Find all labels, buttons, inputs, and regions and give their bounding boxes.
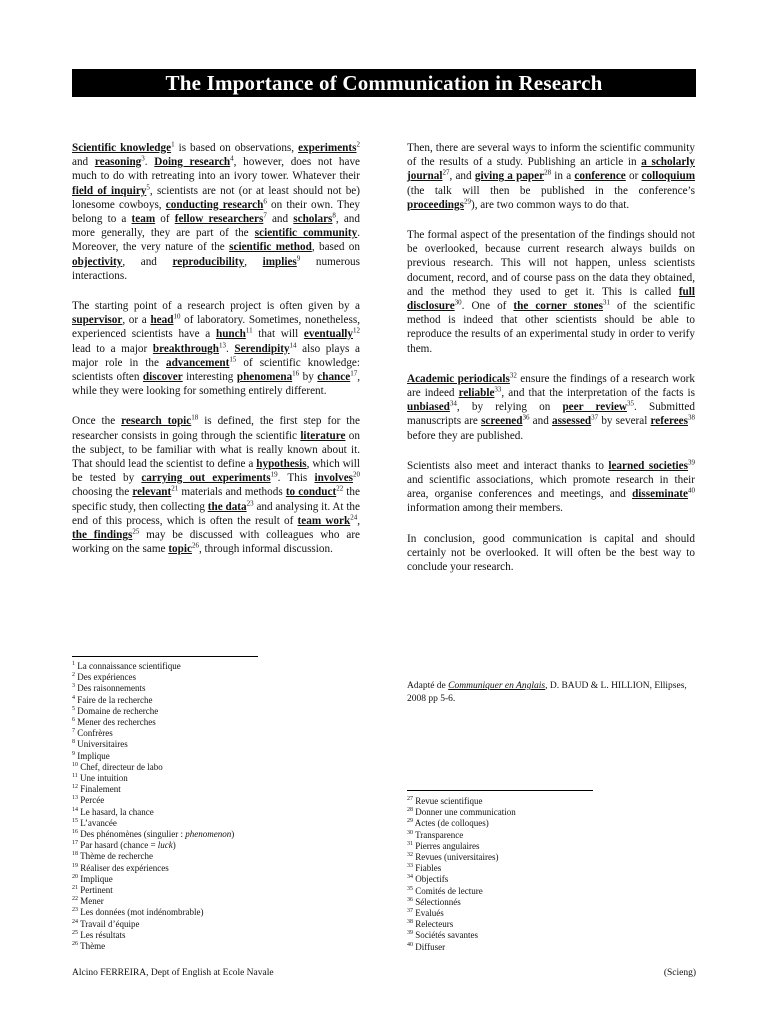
footnote-text: La connaissance scientifique: [75, 661, 181, 671]
footnote-ref: 28: [544, 168, 552, 177]
key-term: reasoning: [94, 156, 142, 169]
footnote-number: 35: [407, 885, 413, 892]
footnote-number: 38: [407, 919, 413, 926]
footnote-text: Fiables: [413, 863, 442, 874]
text-run: In conclusion, good communication is capital and should certainly not be overlooked. It will often be the best way to conclude your research.: [407, 532, 695, 574]
footnote-item: [72, 683, 234, 694]
footnote-ref: 9: [296, 253, 301, 262]
footnote-text: Transparence: [413, 829, 464, 840]
footnote-item: [72, 672, 234, 683]
footnote-ref: 32: [509, 371, 517, 380]
key-term: Doing research: [154, 156, 231, 169]
key-term: hunch: [215, 328, 246, 341]
key-term: advancement: [165, 356, 230, 369]
footnote-text-end: ): [172, 840, 176, 851]
credit-suffix: , D. BAUD & L. HILLION, Ellipses, 2008 pp 5-6.: [407, 681, 687, 704]
key-term: hypothesis: [256, 458, 307, 471]
footnotes-left: [72, 661, 234, 952]
footnote-text: Donner une communication: [413, 807, 516, 818]
footnote-number: 4: [72, 694, 75, 701]
footnote-ref: 13: [218, 340, 226, 349]
footnote-number: 7: [72, 728, 75, 735]
footnote-text: Implique: [75, 750, 110, 761]
paragraph: [72, 299, 360, 398]
footnote-ref: 39: [688, 458, 695, 467]
footnote-ref: 26: [191, 541, 199, 550]
footnote-text: Actes (de colloques): [413, 818, 489, 829]
footnote-text: Les données (mot indénombrable): [78, 907, 204, 918]
footnote-ref: 31: [603, 298, 611, 307]
footnote-ref: 2: [356, 140, 360, 149]
text-run: and analysing it. At the end of this process, which is often the result of: [72, 500, 360, 527]
paragraph: [72, 141, 360, 283]
left-column: [72, 141, 360, 572]
footnote-item: [72, 874, 234, 885]
text-run: Once the: [72, 415, 122, 428]
key-term: referees: [650, 415, 688, 428]
footnote-text: Mener: [78, 896, 104, 907]
key-term: head: [150, 314, 174, 327]
footnote-ref: 8: [332, 211, 336, 220]
footnote-ref: 36: [522, 413, 530, 422]
footnote-number: 10: [72, 761, 78, 768]
footnote-ref: 35: [627, 399, 635, 408]
footnote-text: Finalement: [78, 784, 121, 795]
key-term: team: [131, 213, 156, 226]
key-term: objectivity: [72, 255, 123, 268]
key-term: to conduct: [285, 486, 337, 499]
footnote-number: 31: [407, 840, 413, 847]
footnote-text: Pertinent: [78, 885, 113, 896]
footnote-ref: 18: [191, 413, 199, 422]
footnote-number: 16: [72, 829, 78, 836]
text-run: . Submitted manuscripts are: [407, 401, 695, 428]
key-term: phenomena: [236, 371, 293, 384]
text-run: , through informal discussion.: [198, 543, 333, 556]
text-run: of the scientific method is indeed that other scientists should be able to reproduce the results of an experimental study in order to verify them.: [407, 300, 695, 355]
footnote-text: Une intuition: [77, 773, 128, 784]
footnote-ref: 40: [688, 486, 695, 495]
footnote-ref: 5: [146, 182, 150, 191]
footnote-item: [72, 695, 234, 706]
text-run: The starting point of a research project is often given by a: [72, 300, 360, 313]
text-run: and scientific associations, which promote research in their area, organise conferences and meetings, and: [407, 474, 695, 501]
text-run: the specific study, then collecting: [72, 486, 360, 513]
footnote-number: 14: [72, 806, 78, 813]
footnote-item: [407, 830, 516, 841]
page-title: The Importance of Communication in Research: [72, 69, 696, 97]
text-run: , or a: [122, 314, 151, 327]
paragraph: [407, 141, 695, 212]
footnote-number: 12: [72, 784, 78, 791]
text-run: or: [625, 170, 642, 183]
footnote-divider-left: [72, 656, 258, 657]
footnote-text: Diffuser: [413, 941, 446, 952]
footnote-number: 11: [72, 773, 78, 780]
credit-prefix: Adapté de: [407, 681, 449, 691]
key-term: involves: [314, 472, 354, 485]
text-run: of laboratory. Sometimes, nonetheless, experienced scientists have a: [72, 314, 360, 341]
text-run: . This: [277, 472, 315, 485]
paragraph: [407, 372, 695, 443]
text-run: by: [299, 371, 318, 384]
key-term: topic: [168, 543, 192, 556]
text-run: on their own. They belong to a: [72, 198, 361, 226]
footnote-text: Le hasard, la chance: [78, 806, 154, 817]
text-run: and: [266, 213, 294, 226]
footnote-item: [72, 863, 234, 874]
text-run: . One of: [461, 300, 514, 313]
key-term: carrying out experiments: [141, 472, 271, 485]
footnote-text: Sélectionnés: [413, 896, 461, 907]
footnote-number: 8: [72, 739, 75, 746]
key-term: scientific community: [254, 227, 358, 240]
key-term: chance: [317, 371, 351, 384]
footnote-item: [72, 706, 234, 717]
footnote-item: [72, 896, 234, 907]
footnote-text: Implique: [78, 873, 113, 884]
key-term: research topic: [121, 415, 192, 428]
key-term: a scholarly journal: [407, 156, 695, 183]
key-term: the findings: [72, 529, 133, 542]
text-run: , by relying on: [456, 401, 563, 414]
key-term: giving a paper: [474, 170, 545, 183]
text-run: ,: [244, 255, 263, 268]
footnote-text: Les résultats: [78, 929, 126, 940]
text-run: information among their members.: [407, 502, 563, 515]
text-run: on the subject, to be familiar with what is really known about it. That should lead the scientist to define a: [72, 429, 360, 471]
footnote-text: Pierres angulaires: [413, 840, 480, 851]
key-term: relevant: [132, 486, 172, 499]
footnote-item: [407, 897, 516, 908]
text-run: before they are published.: [407, 429, 524, 442]
key-term: full disclosure: [407, 285, 695, 313]
footnote-item: [72, 919, 234, 930]
footnotes-right: [407, 796, 516, 953]
footnote-number: 24: [72, 918, 78, 925]
footnote-text: Mener des recherches: [75, 717, 156, 728]
key-term: Serendipity: [234, 342, 290, 355]
footnote-number: 2: [72, 672, 75, 679]
footnote-item: [72, 717, 234, 728]
key-term: the corner stones: [513, 300, 604, 313]
footnote-item: [72, 784, 234, 795]
footnote-text: Des phénomènes (singulier :: [78, 829, 186, 840]
text-run: also plays a major role in the: [72, 342, 360, 369]
footnote-item: [72, 930, 234, 941]
key-term: eventually: [303, 328, 354, 341]
footnote-number: 34: [407, 874, 413, 881]
key-term: fellow researchers: [174, 213, 264, 226]
footnote-number: 15: [72, 817, 78, 824]
footnote-number: 26: [72, 941, 78, 948]
text-run: is based on observations,: [174, 142, 299, 154]
footnote-item: [72, 762, 234, 773]
footnote-text: Relecteurs: [413, 919, 454, 930]
footnote-item: [407, 796, 516, 807]
text-run: and: [529, 415, 552, 428]
credit-book-title: Communiquer en Anglais: [448, 681, 546, 691]
text-run: .: [225, 342, 235, 355]
footnote-number: 40: [407, 941, 413, 948]
footnote-ref: 17: [350, 369, 358, 378]
footnote-number: 5: [72, 705, 75, 712]
footnote-ref: 1: [171, 140, 175, 149]
text-run: ensure the findings of a research work are indeed: [407, 372, 695, 400]
footnote-item: [72, 829, 234, 840]
key-term: Academic periodicals: [407, 372, 510, 385]
key-term: reliable: [458, 387, 495, 400]
text-run: by several: [598, 415, 651, 428]
footnote-text: Faire de la recherche: [75, 694, 153, 705]
footnote-item: [72, 773, 234, 784]
text-run: .: [144, 156, 155, 169]
text-run: interesting: [182, 371, 237, 384]
text-run: of scientific knowledge: scientists often: [72, 356, 360, 384]
footnote-item: [407, 818, 516, 829]
key-term: disseminate: [632, 488, 688, 501]
source-credit: [407, 680, 695, 705]
text-run: ,: [357, 514, 361, 527]
footnote-ref: 25: [132, 527, 140, 536]
text-run: The formal aspect of the presentation of the findings should not be overlooked, because current research always builds on previous research. This will not happen, unless scientists document, record, and of course pass on the data they obtained, and the method they used to get it. This is called: [407, 229, 695, 298]
footnote-number: 3: [72, 683, 75, 690]
key-term: conference: [574, 170, 626, 183]
footnote-ref: 24: [350, 513, 358, 522]
footnote-item: [407, 807, 516, 818]
key-term: experiments: [298, 142, 357, 154]
text-run: , and: [122, 255, 173, 268]
footnote-item: [72, 818, 234, 829]
footnote-number: 18: [72, 851, 78, 858]
footnote-number: 30: [407, 829, 413, 836]
footnote-ref: 20: [353, 470, 361, 479]
paragraph: [407, 459, 695, 516]
key-term: discover: [142, 371, 183, 384]
footnote-item: [407, 841, 516, 852]
text-run: that will: [252, 328, 304, 341]
text-run: choosing the: [72, 486, 133, 499]
key-term: Scientific knowledge: [72, 142, 172, 154]
text-run: Scientists also meet and interact thanks to: [407, 459, 609, 472]
text-run: lead to a major: [72, 342, 153, 355]
footnote-text: Evalués: [413, 908, 444, 919]
footnote-number: 33: [407, 863, 413, 870]
paragraph: [72, 414, 360, 556]
footnote-ref: 34: [449, 399, 457, 408]
footnote-ref: 27: [442, 168, 450, 177]
footnote-item: [72, 661, 234, 672]
key-term: supervisor: [72, 314, 123, 327]
footnote-number: 39: [407, 930, 413, 937]
footnote-item: [407, 919, 516, 930]
footnote-number: 29: [407, 818, 413, 825]
key-term: implies: [262, 255, 297, 268]
footnote-number: 9: [72, 750, 75, 757]
key-term: screened: [481, 415, 523, 428]
footnote-text: Réaliser des expériences: [78, 862, 169, 873]
footnote-item: [72, 751, 234, 762]
key-term: unbiased: [407, 401, 450, 414]
key-term: breakthrough: [152, 342, 219, 355]
footnote-text: Thème de recherche: [78, 851, 154, 862]
key-term: field of inquiry: [72, 184, 147, 197]
footnote-text: Revues (universitaires): [413, 852, 499, 863]
text-run: , and that the interpretation of the facts is: [501, 387, 695, 400]
right-column: [407, 141, 695, 590]
footnote-item: [72, 739, 234, 750]
footnote-item: [407, 874, 516, 885]
footnote-number: 32: [407, 852, 413, 859]
footnote-item: [407, 886, 516, 897]
footnote-item: [72, 851, 234, 862]
text-run: is defined, the first step for the researcher consists in going through the scientific: [72, 415, 360, 442]
text-run: , based on: [311, 241, 360, 254]
text-run: may be discussed with colleagues who are working on the same: [72, 529, 361, 556]
footnote-italic: phenomenon: [185, 829, 232, 840]
footnote-item: [407, 852, 516, 863]
footnote-text: Chef, directeur de labo: [78, 761, 163, 772]
footnote-ref: 16: [292, 369, 300, 378]
text-run: Then, there are several ways to inform the scientific community of the results of a study. Publishing an article in: [407, 142, 695, 169]
footnote-text: L’avancée: [78, 817, 117, 828]
footer-tag: (Scieng): [663, 968, 696, 978]
footnote-text-end: ): [231, 829, 235, 840]
footnote-ref: 10: [173, 312, 181, 321]
text-run: materials and methods: [178, 486, 286, 499]
text-run: , which will be tested by: [72, 458, 360, 485]
text-run: , however, does not have much to do with retreating into an ivory tower. Whatever their: [72, 156, 360, 183]
text-run: , scientists are not (or at least should not be) lonesome cowboys,: [72, 184, 361, 211]
footnote-ref: 7: [263, 211, 267, 220]
footnote-ref: 33: [494, 385, 502, 394]
text-run: , and: [449, 170, 475, 183]
footnote-ref: 19: [270, 470, 278, 479]
footnote-ref: 3: [141, 154, 145, 163]
footnote-item: [72, 941, 234, 952]
footnote-number: 28: [407, 807, 413, 814]
footnote-ref: 12: [353, 326, 361, 335]
text-run: , while they were looking for something entirely different.: [72, 371, 360, 398]
footnote-number: 13: [72, 795, 78, 802]
text-run: of: [155, 213, 175, 226]
footnote-ref: 11: [245, 326, 253, 335]
footnote-item: [407, 863, 516, 874]
footnote-item: [72, 807, 234, 818]
footnote-text: Percée: [78, 795, 105, 806]
footnote-item: [72, 907, 234, 918]
footnote-ref: 6: [263, 197, 267, 206]
key-term: colloquium: [641, 170, 696, 183]
footnote-number: 23: [72, 907, 78, 914]
footnote-text: Des raisonnements: [75, 683, 146, 694]
footnote-number: 25: [72, 929, 78, 936]
footnote-ref: 15: [229, 355, 237, 364]
key-term: learned societies: [608, 459, 688, 472]
paragraph: [407, 532, 695, 575]
footnote-text: Domaine de recherche: [75, 705, 159, 716]
key-term: the data: [207, 500, 247, 513]
text-run: and: [72, 156, 95, 169]
footnote-item: [407, 930, 516, 941]
text-run: . Moreover, the very nature of the: [72, 227, 360, 254]
footnote-item: [72, 795, 234, 806]
text-run: , and more generally, they are part of the: [72, 213, 360, 240]
footnote-text: Des expériences: [75, 672, 136, 683]
footnote-text: Thème: [78, 941, 106, 952]
footnote-item: [72, 840, 234, 851]
footnote-number: 19: [72, 862, 78, 869]
footnote-ref: 14: [289, 340, 297, 349]
footnote-number: 1: [72, 661, 75, 667]
footnote-ref: 4: [230, 154, 234, 163]
footnote-text: Par hasard (chance =: [78, 840, 158, 851]
footnote-number: 22: [72, 896, 78, 903]
footnote-number: 37: [407, 908, 413, 915]
footnote-text: Travail d’équipe: [78, 918, 140, 929]
footnote-number: 36: [407, 896, 413, 903]
key-term: conducting research: [165, 198, 264, 211]
text-run: in a: [551, 170, 575, 183]
key-term: literature: [300, 429, 346, 442]
footnote-number: 21: [72, 885, 78, 892]
footnote-ref: 21: [171, 484, 179, 493]
footnote-number: 27: [407, 796, 413, 802]
footnote-ref: 37: [591, 413, 599, 422]
footnote-item: [407, 908, 516, 919]
footnote-item: [407, 942, 516, 953]
footer-author: Alcino FERREIRA, Dept of English at Ecole Navale: [72, 968, 274, 978]
footnote-text: Comités de lecture: [413, 885, 483, 896]
key-term: scientific method: [229, 241, 312, 254]
key-term: team work: [297, 514, 351, 527]
footnote-ref: 38: [688, 413, 695, 422]
footnote-text: Universitaires: [75, 739, 128, 750]
footnote-text: Sociétés savantes: [413, 930, 478, 941]
key-term: scholars: [293, 213, 333, 226]
footnote-ref: 22: [336, 484, 344, 493]
text-run: numerous interactions.: [72, 255, 361, 282]
footnote-item: [72, 885, 234, 896]
footnote-ref: 29: [463, 197, 471, 206]
footnote-ref: 23: [246, 498, 254, 507]
footnote-italic: luck: [157, 840, 173, 851]
text-run: ), are two common ways to do that.: [470, 198, 630, 211]
key-term: peer review: [562, 401, 628, 414]
text-run: (the talk will then be published in the conference’s: [407, 184, 695, 197]
key-term: reproducibility: [172, 255, 245, 268]
footnote-number: 20: [72, 873, 78, 880]
footnote-text: Objectifs: [413, 874, 449, 885]
footnote-number: 6: [72, 717, 75, 724]
footnote-divider-right: [407, 790, 593, 791]
footnote-number: 17: [72, 840, 78, 847]
key-term: assessed: [551, 415, 592, 428]
footnote-ref: 30: [454, 298, 462, 307]
paragraph: [407, 228, 695, 356]
footnote-item: [72, 728, 234, 739]
footnote-text: Confrères: [75, 728, 113, 739]
footnote-text: Revue scientifique: [413, 796, 483, 806]
key-term: proceedings: [407, 198, 464, 211]
